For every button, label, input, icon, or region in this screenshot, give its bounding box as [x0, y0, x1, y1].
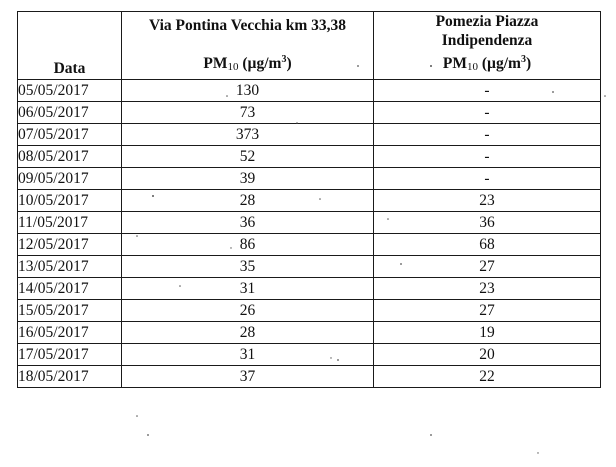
unit-open: (µg/m [238, 55, 282, 72]
table-row [18, 146, 601, 168]
table-row [18, 322, 601, 344]
table-row [18, 278, 601, 300]
station-b-value: - [374, 124, 601, 146]
unit-close: ) [286, 55, 292, 72]
station-b-value: 22 [374, 366, 601, 388]
station-b-name-line1: Pomezia Piazza [435, 13, 539, 30]
date-cell: 18/05/2017 [18, 366, 122, 388]
date-cell: 16/05/2017 [18, 322, 122, 344]
station-b-value: 68 [374, 234, 601, 256]
date-cell: 13/05/2017 [18, 256, 122, 278]
station-b-value: 36 [374, 212, 601, 234]
date-cell: 11/05/2017 [18, 212, 122, 234]
station-a-unit [122, 50, 373, 77]
station-a-value: 28 [122, 322, 374, 344]
station-b-unit [374, 50, 600, 77]
pm-subscript: 10 [467, 61, 478, 73]
station-b-value: 27 [374, 300, 601, 322]
station-b-value: - [374, 168, 601, 190]
table-row [18, 80, 601, 102]
date-cell: 12/05/2017 [18, 234, 122, 256]
station-b-value: - [374, 102, 601, 124]
station-a-value: 86 [122, 234, 374, 256]
station-a-value: 37 [122, 366, 374, 388]
pm10-data-table [17, 11, 601, 388]
station-a-column-header [122, 12, 374, 80]
station-a-value: 39 [122, 168, 374, 190]
station-a-header-content [122, 13, 373, 79]
date-cell: 09/05/2017 [18, 168, 122, 190]
date-cell: 17/05/2017 [18, 344, 122, 366]
unit-open: (µg/m [478, 55, 521, 72]
unit-superscript: 3 [281, 54, 287, 65]
station-a-name: Via Pontina Vecchia km 33,38 [148, 17, 347, 34]
header-row [18, 12, 601, 80]
date-header-label: Data [53, 60, 86, 77]
table-row [18, 212, 601, 234]
station-a-value: 52 [122, 146, 374, 168]
date-cell: 14/05/2017 [18, 278, 122, 300]
station-a-value: 373 [122, 124, 374, 146]
station-b-value: 20 [374, 344, 601, 366]
station-a-value: 73 [122, 102, 374, 124]
pm-label: PM [442, 55, 467, 72]
table-row [18, 124, 601, 146]
table-row [18, 234, 601, 256]
station-b-value: 23 [374, 278, 601, 300]
date-cell: 07/05/2017 [18, 124, 122, 146]
table-row [18, 168, 601, 190]
date-cell: 08/05/2017 [18, 146, 122, 168]
station-b-header-content [374, 12, 600, 79]
table-row [18, 256, 601, 278]
date-column-header [18, 12, 122, 80]
pm-subscript: 10 [227, 61, 239, 73]
date-cell: 06/05/2017 [18, 102, 122, 124]
station-b-column-header [374, 12, 601, 80]
table-row [18, 190, 601, 212]
station-b-name-line2: Indipendenza [441, 32, 533, 49]
station-a-value: 35 [122, 256, 374, 278]
table-body [18, 80, 601, 388]
table-row [18, 102, 601, 124]
unit-superscript: 3 [520, 54, 526, 65]
station-a-value: 36 [122, 212, 374, 234]
date-cell: 10/05/2017 [18, 190, 122, 212]
station-a-value: 31 [122, 278, 374, 300]
pm-label: PM [203, 55, 228, 72]
date-cell: 05/05/2017 [18, 80, 122, 102]
table-row [18, 366, 601, 388]
station-a-value: 26 [122, 300, 374, 322]
station-a-value: 31 [122, 344, 374, 366]
table-row [18, 300, 601, 322]
station-b-value: 27 [374, 256, 601, 278]
station-b-value: - [374, 146, 601, 168]
station-b-value: 19 [374, 322, 601, 344]
table-header [18, 12, 601, 80]
station-a-value: 28 [122, 190, 374, 212]
station-b-value: - [374, 80, 601, 102]
station-a-value: 130 [122, 80, 374, 102]
unit-close: ) [525, 55, 532, 72]
station-b-value: 23 [374, 190, 601, 212]
date-cell: 15/05/2017 [18, 300, 122, 322]
table-row [18, 344, 601, 366]
